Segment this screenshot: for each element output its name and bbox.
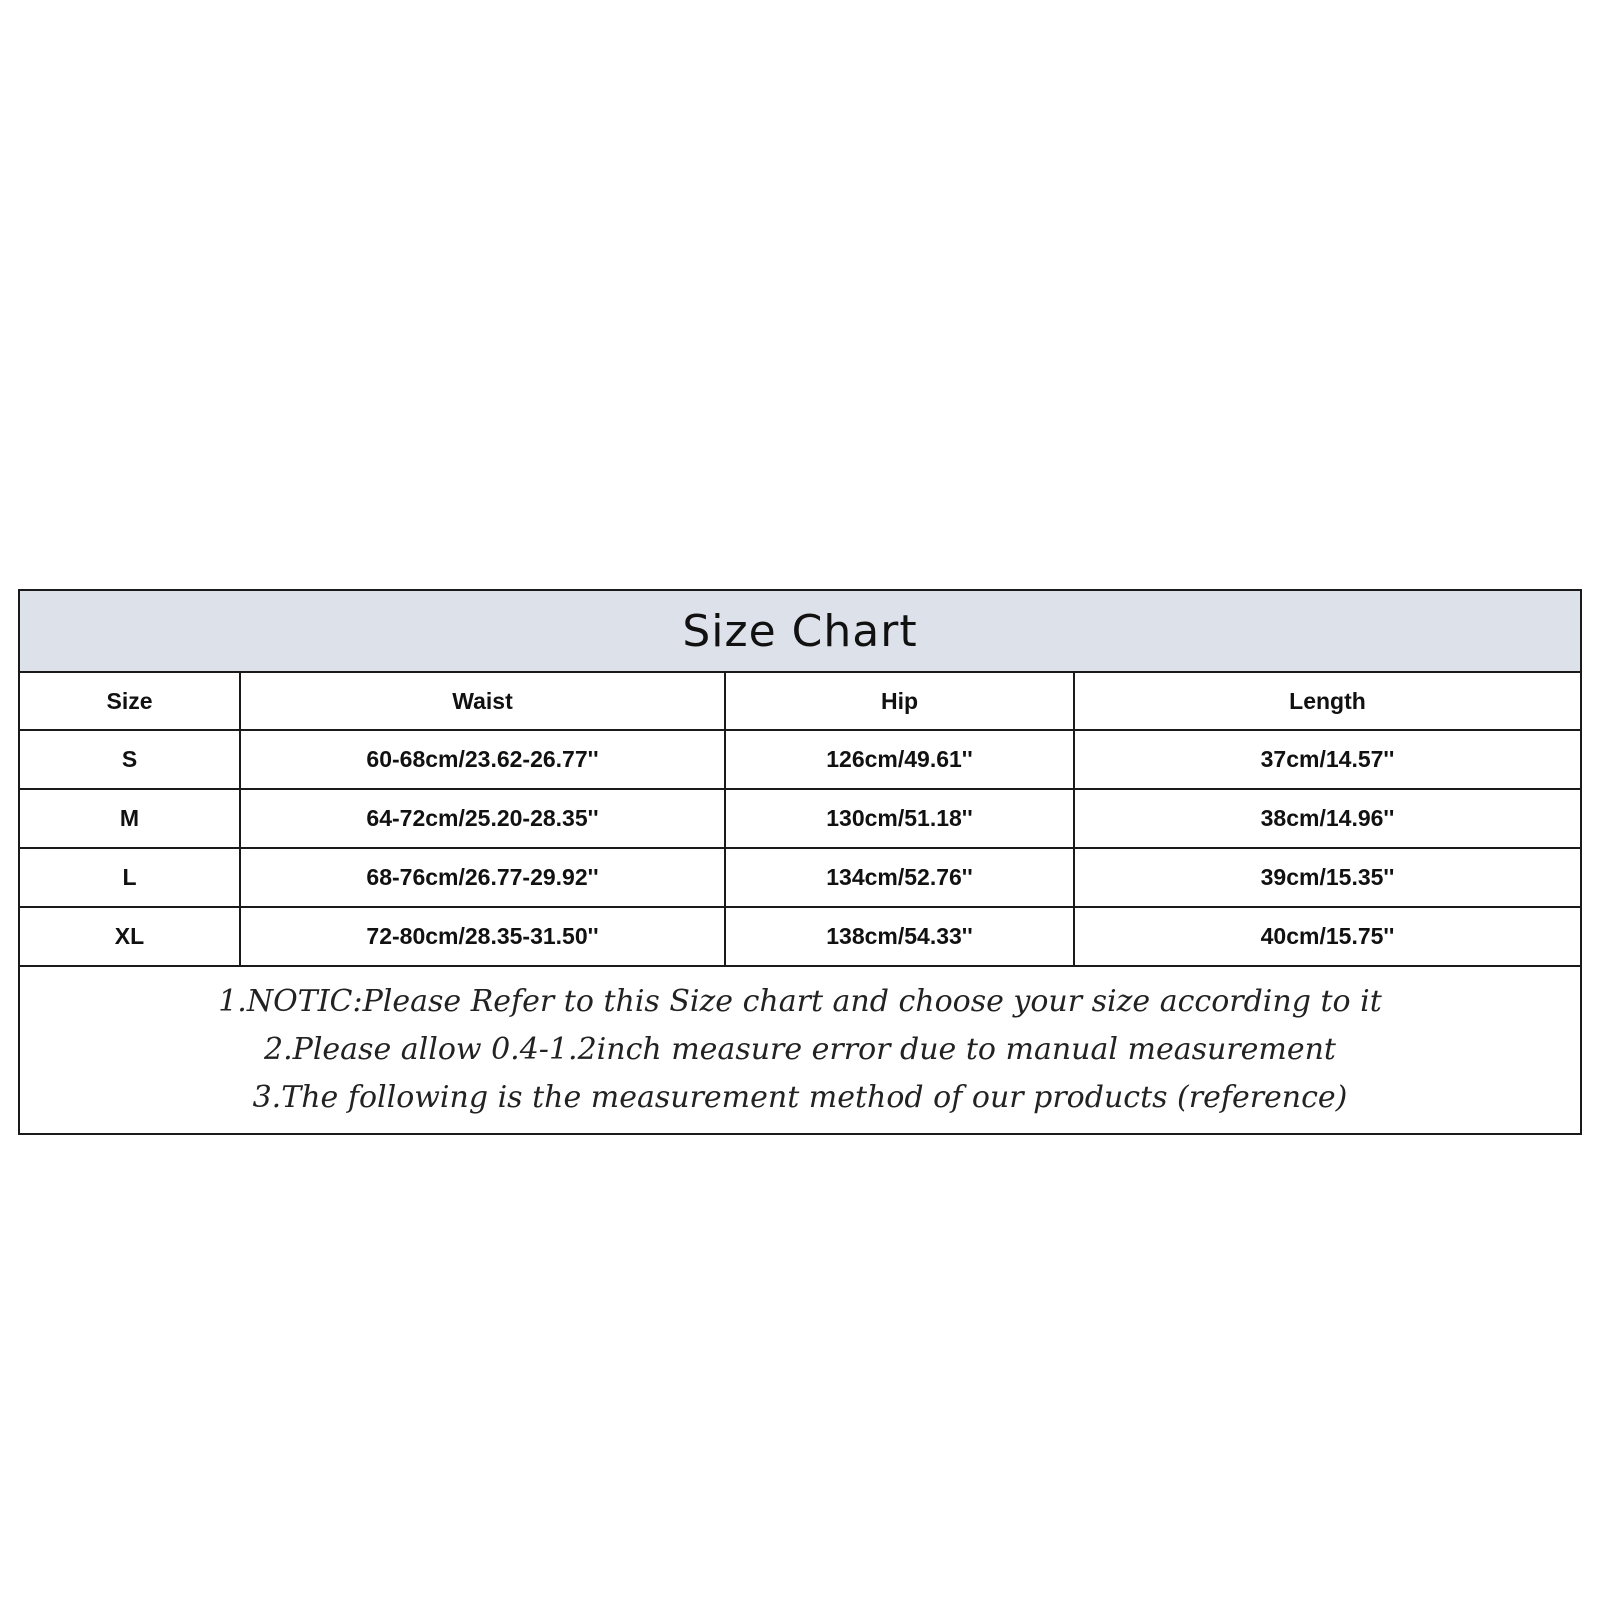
table-row xyxy=(20,789,1580,848)
cell-size: S xyxy=(20,730,240,789)
cell-length: 38cm/14.96'' xyxy=(1074,789,1580,848)
cell-length: 40cm/15.75'' xyxy=(1074,907,1580,966)
cell-size: XL xyxy=(20,907,240,966)
note-line: 2.Please allow 0.4-1.2inch measure error due to manual measurement xyxy=(264,1032,1336,1067)
cell-waist: 60-68cm/23.62-26.77'' xyxy=(240,730,725,789)
table-row xyxy=(20,907,1580,966)
cell-size: L xyxy=(20,848,240,907)
table-row xyxy=(20,848,1580,907)
cell-waist: 64-72cm/25.20-28.35'' xyxy=(240,789,725,848)
size-table xyxy=(20,673,1580,967)
header-hip: Hip xyxy=(725,673,1074,730)
cell-length: 37cm/14.57'' xyxy=(1074,730,1580,789)
size-chart xyxy=(18,589,1582,1135)
note-line: 1.NOTIC:Please Refer to this Size chart and choose your size according to it xyxy=(218,984,1382,1019)
cell-waist: 72-80cm/28.35-31.50'' xyxy=(240,907,725,966)
cell-waist: 68-76cm/26.77-29.92'' xyxy=(240,848,725,907)
cell-hip: 126cm/49.61'' xyxy=(725,730,1074,789)
header-row xyxy=(20,673,1580,730)
chart-title: Size Chart xyxy=(682,605,918,657)
notes-section xyxy=(20,967,1580,1133)
header-size: Size xyxy=(20,673,240,730)
cell-hip: 138cm/54.33'' xyxy=(725,907,1074,966)
table-row xyxy=(20,730,1580,789)
cell-hip: 130cm/51.18'' xyxy=(725,789,1074,848)
note-line: 3.The following is the measurement method of our products (reference) xyxy=(252,1080,1348,1115)
cell-length: 39cm/15.35'' xyxy=(1074,848,1580,907)
header-waist: Waist xyxy=(240,673,725,730)
title-bar xyxy=(20,591,1580,673)
header-length: Length xyxy=(1074,673,1580,730)
cell-hip: 134cm/52.76'' xyxy=(725,848,1074,907)
cell-size: M xyxy=(20,789,240,848)
